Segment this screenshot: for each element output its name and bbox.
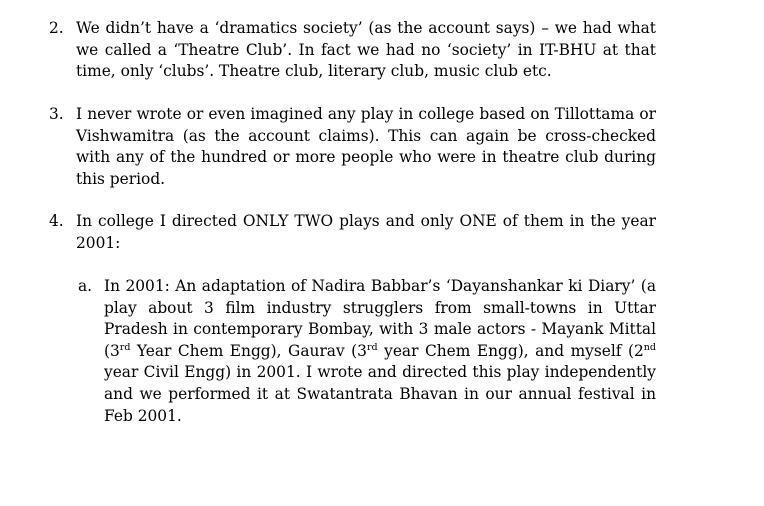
- text-line: We didn’t have a ‘dramatics society’ (as the account says) – we had what: [76, 19, 656, 37]
- text-line: Pradesh in contemporary Bombay, with 3 male actors - Mayank Mittal: [104, 320, 656, 339]
- text-line: year Civil Engg) in 2001. I wrote and directed this play independently: [104, 363, 656, 382]
- text-line: we called a ‘Theatre Club’. In fact we had no ‘society’ in IT-BHU at that: [76, 40, 656, 59]
- list-item-text: [76, 211, 656, 254]
- text-line: In 2001: An adaptation of Nadira Babbar’s ‘Dayanshankar ki Diary’ (a: [104, 277, 656, 295]
- text-line: 2001:: [76, 233, 121, 252]
- text-line: time, only ‘clubs’. Theatre club, literary club, music club etc.: [76, 62, 552, 81]
- text-line: I never wrote or even imagined any play in college based on Tillottama or: [76, 105, 656, 123]
- text-line: In college I directed ONLY TWO plays and only ONE of them in the year: [76, 212, 656, 230]
- text-line: and we performed it at Swatantrata Bhavan in our annual festival in: [104, 384, 656, 403]
- ordinal-suffix: nd: [643, 341, 656, 353]
- sub-list-marker: a.: [78, 277, 93, 295]
- text-run: (3: [104, 341, 120, 360]
- text-line-with-superscripts: [104, 341, 656, 363]
- text-line: play about 3 film industry strugglers from small-towns in Uttar: [104, 298, 656, 317]
- text-line: Vishwamitra (as the account claims). This can again be cross-checked: [76, 126, 656, 145]
- ordinal-suffix: rd: [366, 341, 378, 353]
- text-line: Feb 2001.: [104, 406, 182, 425]
- text-run: year Chem Engg), and myself (2: [377, 341, 644, 360]
- list-item-text: [76, 18, 656, 83]
- text-line: with any of the hundred or more people who were in theatre club during: [76, 148, 656, 167]
- text-run: Year Chem Engg), Gaurav (3: [130, 341, 367, 360]
- list-marker: 4.: [49, 212, 64, 230]
- ordinal-suffix: rd: [119, 341, 131, 353]
- list-marker: 2.: [49, 19, 64, 37]
- sub-list-item-text: [104, 276, 656, 427]
- text-line: this period.: [76, 169, 166, 188]
- list-item-text: [76, 104, 656, 190]
- list-marker: 3.: [49, 105, 64, 123]
